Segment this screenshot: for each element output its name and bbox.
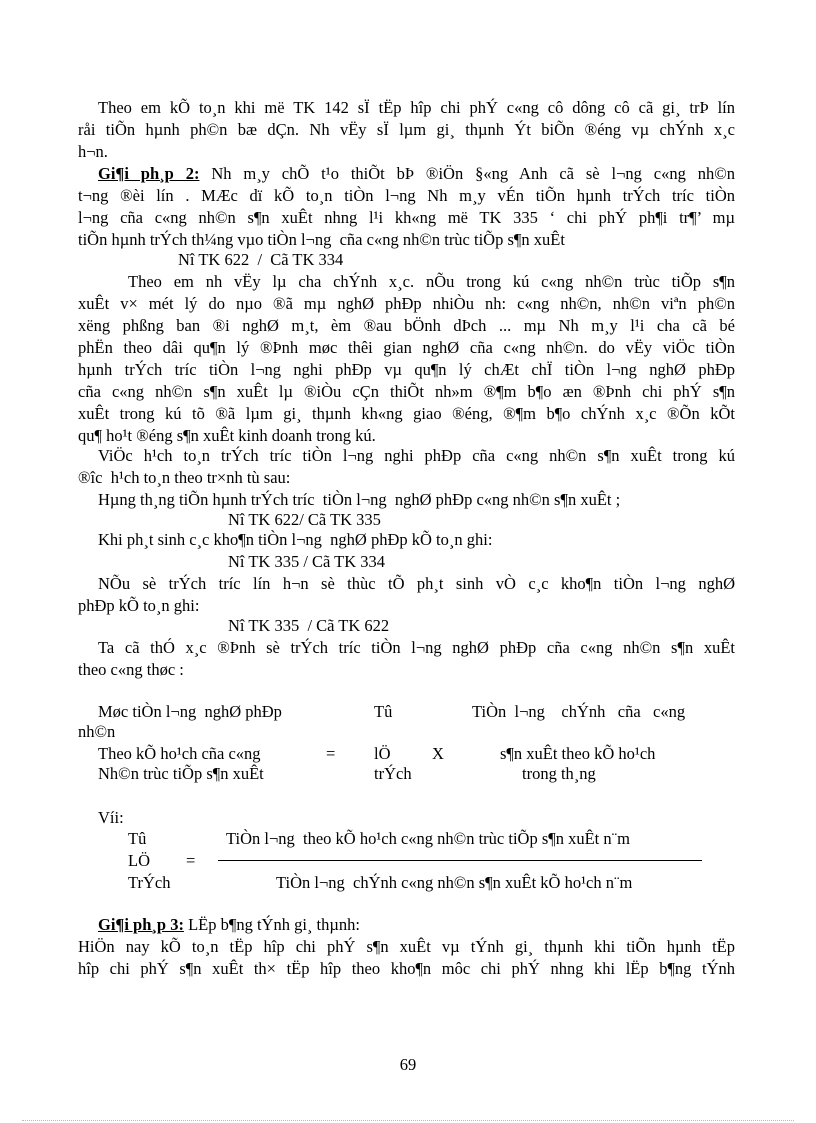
paragraph-line: Theo em nh vËy lµ cha chÝnh x¸c. nÕu trong kú c«ng nh©n trùc tiÕp s¶n — [128, 272, 735, 291]
paragraph-line: theo c«ng thøc : — [78, 660, 184, 679]
formula-term: Tû — [128, 829, 147, 848]
paragraph-line: tiÕn hµnh trÝch th¼ng vµo tiÒn l¬ng cña c«ng nh©n trùc tiÕp s¶n xuÊt — [78, 230, 565, 249]
paragraph-line: HiÖn nay kÕ to¸n tËp hîp chi phÝ s¶n xuÊt vµ tÝnh gi¸ thµnh khi tiÕn hµnh tËp — [78, 937, 735, 956]
formula-term: TrÝch — [128, 873, 171, 892]
formula-equals: = — [186, 851, 196, 870]
paragraph-line: hµnh trÝch tríc tiÒn l¬ng nghi phÐp vµ qu¶n lý chÆt chÏ tiÒn l¬ng nghØ phÐp — [78, 360, 735, 379]
formula-label: Víi: — [98, 808, 124, 827]
fraction-bar — [218, 860, 702, 861]
journal-entry: Nî TK 335 / Cã TK 334 — [228, 552, 386, 571]
formula-times: X — [432, 744, 444, 763]
paragraph-line: qu¶ ho¹t ®éng s¶n xuÊt kinh doanh trong kú. — [78, 426, 376, 445]
paragraph-line: Ta cã thÓ x¸c ®Þnh sè trÝch tríc tiÒn l¬ng nghØ phÐp cña c«ng nh©n s¶n xuÊt — [98, 638, 735, 657]
formula-term: TiÒn l¬ng chÝnh cña c«ng — [472, 702, 686, 721]
paragraph-line: t¬ng ®èi lín . MÆc dï kÕ to¸n tiÒn l¬ng Nh m¸y vÉn tiÕn hµnh trÝch tríc tiÒn — [78, 186, 735, 205]
formula-term: nh©n — [78, 722, 116, 741]
solution-2-heading: Gi¶i ph¸p 2: — [98, 164, 200, 183]
journal-entry: Nî TK 335 / Cã TK 622 — [228, 616, 390, 635]
formula-term: Nh©n trùc tiÕp s¶n xuÊt — [98, 764, 264, 783]
paragraph-line: NÕu sè trÝch tríc lín h¬n sè thùc tÕ ph¸t sinh vÒ c¸c kho¶n tiÒn l¬ng nghØ — [98, 574, 735, 593]
formula-term: trÝch — [374, 764, 412, 783]
formula-term: LÖ — [128, 851, 150, 870]
ratio-denominator: TiÒn l¬ng chÝnh c«ng nh©n s¶n xuÊt kÕ ho¹ch n¨m — [276, 873, 633, 892]
solution-3-line: Gi¶i ph¸p 3: LËp b¶ng tÝnh gi¸ thµnh: — [98, 915, 360, 934]
paragraph-line: phÐp kÕ to¸n ghi: — [78, 596, 200, 615]
paragraph-line: xuÊt v× mét lý do nµo ®ã mµ nghØ phÐp nhiÒu nh: c«ng nh©n, nh©n viªn ph©n — [78, 294, 735, 313]
paragraph-line: Khi ph¸t sinh c¸c kho¶n tiÒn l¬ng nghØ phÐp kÕ to¸n ghi: — [98, 530, 493, 549]
formula-term: lÖ — [374, 744, 391, 763]
paragraph-line: cña c«ng nh©n s¶n xuÊt lµ ®iÒu cÇn thiÕt nh»m ®¶m b¶o æn ®Þnh chi phÝ s¶n — [78, 382, 735, 401]
ratio-numerator: TiÒn l¬ng theo kÕ ho¹ch c«ng nh©n trùc tiÕp s¶n xuÊt n¨m — [226, 829, 630, 848]
paragraph-line: Theo em kÕ to¸n khi më TK 142 sÏ tËp hîp chi phÝ c«ng cô dông cô cã gi¸ trÞ lín — [98, 98, 735, 117]
paragraph-line: ViÖc h¹ch to¸n trÝch tríc tiÒn l¬ng nghi phÐp cña c«ng nh©n s¶n xuÊt trong kú — [98, 446, 735, 465]
formula-term: Møc tiÒn l¬ng nghØ phÐp — [98, 702, 282, 721]
paragraph-line: Hµng th¸ng tiÕn hµnh trÝch tríc tiÒn l¬ng nghØ phÐp c«ng nh©n s¶n xuÊt ; — [98, 490, 621, 509]
paragraph-line: ®îc h¹ch to¸n theo tr×nh tù sau: — [78, 468, 291, 487]
paragraph-line: råi tiÕn hµnh ph©n bæ dÇn. Nh vËy sÏ lµm gi¸ thµnh Ýt biÕn ®éng vµ chÝnh x¸c — [78, 120, 735, 139]
page-number: 69 — [399, 1055, 417, 1074]
solution-3-heading: Gi¶i ph¸p 3: — [98, 915, 184, 934]
paragraph-line: l¬ng cña c«ng nh©n s¶n xuÊt nhng l¹i kh«ng më TK 335 ‘ chi phÝ ph¶i tr¶’ mµ — [78, 208, 735, 227]
paragraph-line: h¬n. — [78, 142, 108, 161]
formula-term: Tû — [374, 702, 393, 721]
paragraph-line: xuÊt trong kú tõ ®ã lµm gi¸ thµnh kh«ng giao ®éng, ®¶m b¶o chÝnh x¸c ®Õn kÕt — [78, 404, 735, 423]
solution-2-line: Gi¶i ph¸p 2: Nh m¸y chÕ t¹o thiÕt bÞ ®iÖn §«ng Anh cã sè l¬ng c«ng nh©n — [98, 164, 735, 183]
bottom-dotted-rule — [22, 1120, 794, 1121]
formula-term: trong th¸ng — [522, 764, 596, 783]
journal-entry: Nî TK 622/ Cã TK 335 — [228, 510, 381, 529]
paragraph-line: xëng phßng ban ®i nghØ m¸t, èm ®au bÖnh dÞch ... mµ Nh m¸y l¹i cha cã bé — [78, 316, 735, 335]
formula-term: Theo kÕ ho¹ch cña c«ng — [98, 744, 261, 763]
paragraph-line: phËn theo dâi qu¶n lý ®Þnh møc thêi gian nghØ cña c«ng nh©n. do vËy viÖc tiÒn — [78, 338, 735, 357]
paragraph-line: hîp chi phÝ s¶n xuÊt th× tËp hîp theo kho¶n môc chi phÝ nhng khi lËp b¶ng tÝnh — [78, 959, 735, 978]
formula-term: s¶n xuÊt theo kÕ ho¹ch — [500, 744, 656, 763]
formula-equals: = — [326, 744, 336, 763]
journal-entry: Nî TK 622 / Cã TK 334 — [178, 250, 344, 269]
